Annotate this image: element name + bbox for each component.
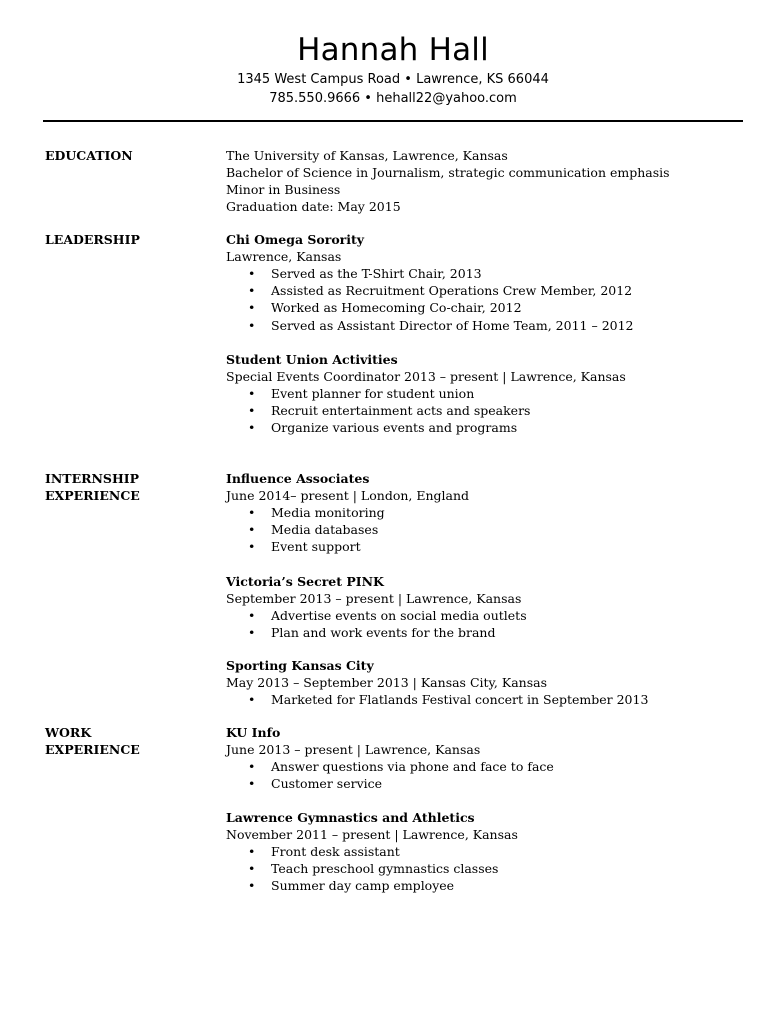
list-item: • Served as the T-Shirt Chair, 2013 bbox=[248, 266, 482, 281]
address-line: 1345 West Campus Road • Lawrence, KS 66044 bbox=[237, 72, 549, 87]
list-item: • Media monitoring bbox=[248, 505, 385, 520]
leadership-entry-chi-omega bbox=[226, 231, 746, 334]
internship-entry-pink bbox=[226, 573, 746, 641]
list-item: • Marketed for Flatlands Festival concert in September 2013 bbox=[248, 692, 649, 707]
list-item: • Organize various events and programs bbox=[248, 420, 518, 436]
list-item: • Assisted as Recruitment Operations Crew Member, 2012 bbox=[248, 283, 633, 299]
list-item: • Worked as Homecoming Co-chair, 2012 bbox=[248, 300, 522, 316]
leadership-entry-student-union bbox=[226, 351, 746, 437]
education-entry bbox=[226, 147, 746, 215]
header-divider bbox=[43, 120, 743, 122]
list-item: • Event support bbox=[248, 539, 361, 555]
bullet-list bbox=[226, 385, 746, 437]
bullet-list bbox=[226, 504, 746, 556]
entry-org: Lawrence Gymnastics and Athletics bbox=[226, 810, 475, 825]
entry-org: KU Info bbox=[226, 725, 281, 740]
list-item: • Recruit entertainment acts and speakers bbox=[248, 403, 531, 419]
entry-org: Student Union Activities bbox=[226, 352, 398, 367]
label-line: EXPERIENCE bbox=[45, 488, 140, 503]
bullet-list bbox=[226, 607, 746, 641]
section-label-work bbox=[45, 724, 140, 758]
phone-email-line: 785.550.9666 • hehall22@yahoo.com bbox=[269, 91, 517, 106]
education-graduation: Graduation date: May 2015 bbox=[226, 199, 401, 214]
education-minor: Minor in Business bbox=[226, 182, 341, 197]
education-school: The University of Kansas, Lawrence, Kansas bbox=[226, 148, 508, 163]
list-item: • Served as Assistant Director of Home Team, 2011 – 2012 bbox=[248, 317, 634, 333]
list-item: • Customer service bbox=[248, 776, 383, 792]
label-line: WORK bbox=[45, 725, 92, 740]
list-item: • Summer day camp employee bbox=[248, 878, 455, 894]
entry-detail: November 2011 – present | Lawrence, Kansas bbox=[226, 827, 518, 842]
resume-header bbox=[0, 30, 768, 108]
list-item: • Media databases bbox=[248, 522, 379, 538]
entry-detail: June 2013 – present | Lawrence, Kansas bbox=[226, 742, 481, 757]
entry-org: Influence Associates bbox=[226, 471, 370, 486]
list-item: • Plan and work events for the brand bbox=[248, 625, 496, 641]
work-entry-gymnastics bbox=[226, 809, 746, 895]
entry-detail: June 2014– present | London, England bbox=[226, 488, 470, 503]
entry-org: Chi Omega Sorority bbox=[226, 232, 365, 247]
list-item: • Advertise events on social media outlets bbox=[248, 608, 527, 623]
section-label-leadership: LEADERSHIP bbox=[45, 232, 140, 247]
entry-org: Sporting Kansas City bbox=[226, 658, 374, 673]
list-item: • Answer questions via phone and face to face bbox=[248, 759, 554, 774]
label-line: EXPERIENCE bbox=[45, 742, 140, 757]
work-entry-ku-info bbox=[226, 724, 746, 792]
candidate-name: Hannah Hall bbox=[297, 32, 489, 68]
internship-entry-sporting-kc bbox=[226, 657, 746, 708]
section-label-internship bbox=[45, 470, 140, 504]
list-item: • Teach preschool gymnastics classes bbox=[248, 861, 499, 877]
internship-entry-influence bbox=[226, 470, 746, 556]
label-line: INTERNSHIP bbox=[45, 471, 140, 486]
entry-org: Victoria’s Secret PINK bbox=[226, 574, 384, 589]
entry-detail: September 2013 – present | Lawrence, Kansas bbox=[226, 591, 522, 606]
list-item: • Front desk assistant bbox=[248, 844, 400, 859]
education-degree: Bachelor of Science in Journalism, strategic communication emphasis bbox=[226, 165, 670, 180]
bullet-list bbox=[226, 691, 746, 708]
entry-detail: May 2013 – September 2013 | Kansas City, Kansas bbox=[226, 675, 548, 690]
entry-detail: Lawrence, Kansas bbox=[226, 249, 342, 264]
entry-detail: Special Events Coordinator 2013 – present | Lawrence, Kansas bbox=[226, 369, 626, 384]
bullet-list bbox=[226, 843, 746, 895]
list-item: • Event planner for student union bbox=[248, 386, 475, 401]
section-label-education: EDUCATION bbox=[45, 148, 133, 163]
bullet-list bbox=[226, 758, 746, 792]
bullet-list bbox=[226, 265, 746, 334]
